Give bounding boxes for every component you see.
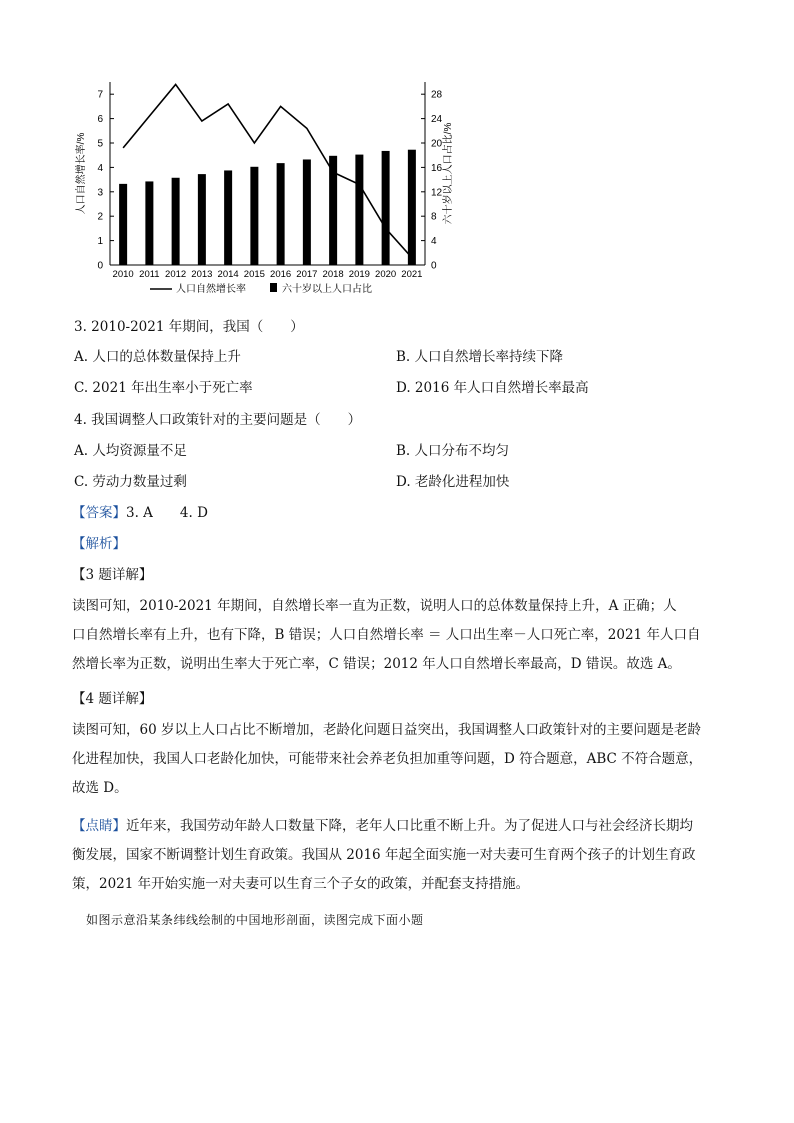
q3-option-a: A. 人口的总体数量保持上升 — [74, 349, 241, 365]
left-tick-label: 1 — [97, 236, 103, 248]
x-tick-label: 2020 — [375, 269, 397, 280]
q4-option-a: A. 人均资源量不足 — [74, 443, 187, 459]
bar — [408, 150, 416, 265]
right-tick-label: 28 — [431, 89, 443, 101]
x-tick-label: 2021 — [401, 269, 423, 280]
detail3-text — [72, 592, 722, 679]
left-tick-label: 5 — [97, 138, 103, 150]
bar — [224, 170, 232, 265]
bar — [355, 155, 363, 265]
bar — [277, 163, 285, 265]
left-tick-label: 6 — [97, 114, 103, 126]
natural-growth-line — [123, 84, 412, 257]
q3-option-d: D. 2016 年人口自然增长率最高 — [396, 380, 589, 396]
right-tick-label: 4 — [431, 236, 437, 248]
q3-stem: 3. 2010-2021 年期间，我国（ ） — [74, 319, 304, 335]
x-tick-label: 2019 — [348, 269, 370, 280]
detail4-line-2: 化进程加快，我国人口老龄化加快，可能带来社会养老负担加重等问题，D 符合题意，ABC 不符合题意， — [72, 751, 703, 767]
highlight-line-1: 【点睛】近年来，我国劳动年龄人口数量下降，老年人口比重不断上升。为了促进人口与社会经济长期均 — [72, 818, 693, 834]
left-axis-label: 人口自然增长率/% — [76, 132, 87, 215]
left-tick-label: 7 — [97, 89, 103, 101]
x-tick-label: 2010 — [112, 269, 134, 280]
highlight-line-3: 策，2021 年开始实施一对夫妻可以生育三个子女的政策，并配套支持措施。 — [72, 876, 530, 892]
left-tick-label: 4 — [97, 162, 103, 174]
right-axis-label: 六十岁以上人口占比/% — [443, 122, 454, 225]
q4-stem: 4. 我国调整人口政策针对的主要问题是（ ） — [74, 412, 362, 428]
x-tick-label: 2015 — [243, 269, 265, 280]
right-tick-label: 16 — [431, 162, 443, 174]
right-tick-label: 24 — [431, 114, 443, 126]
legend-line-label: 人口自然增长率 — [176, 284, 246, 295]
x-tick-label: 2014 — [217, 269, 239, 280]
q3-option-c: C. 2021 年出生率小于死亡率 — [74, 380, 253, 396]
detail3-label: 【3 题详解】 — [72, 567, 153, 583]
bar — [198, 174, 206, 265]
q4-option-c: C. 劳动力数量过剩 — [74, 474, 187, 490]
bar — [172, 178, 180, 265]
highlight-text — [72, 812, 722, 899]
detail4-line-1: 读图可知，60 岁以上人口占比不断增加，老龄化问题日益突出，我国调整人口政策针对的主要问题是老龄 — [72, 722, 701, 738]
x-tick-label: 2011 — [139, 269, 160, 280]
population-chart — [70, 70, 470, 302]
detail4-line-3: 故选 D。 — [72, 780, 128, 796]
q4-option-d: D. 老龄化进程加快 — [396, 474, 510, 490]
bar — [250, 167, 258, 265]
x-tick-label: 2016 — [270, 269, 292, 280]
legend-bar-swatch — [270, 283, 277, 292]
detail3-line-1: 读图可知，2010-2021 年期间，自然增长率一直为正数，说明人口的总体数量保持上升，A 正确；人 — [72, 598, 677, 614]
q3-option-b: B. 人口自然增长率持续下降 — [396, 349, 564, 365]
left-tick-label: 0 — [97, 260, 103, 272]
answer-line — [72, 504, 208, 522]
detail4-label: 【4 题详解】 — [72, 691, 153, 707]
bar — [145, 181, 153, 265]
bar — [303, 159, 311, 265]
bar — [382, 151, 390, 265]
x-tick-label: 2017 — [296, 269, 318, 280]
x-tick-label: 2012 — [165, 269, 187, 280]
answer-label: 【答案】 — [72, 505, 126, 521]
analysis-label: 【解析】 — [72, 536, 126, 552]
highlight-line-2: 衡发展，国家不断调整计划生育政策。我国从 2016 年起全面实施一对夫妻可生育两个孩子的计划生育政 — [72, 847, 696, 863]
x-tick-label: 2018 — [322, 269, 344, 280]
legend-bar-label: 六十岁以上人口占比 — [282, 284, 372, 295]
bar — [119, 184, 127, 265]
highlight-label: 【点睛】 — [72, 818, 126, 834]
left-tick-label: 3 — [97, 187, 103, 199]
q4-option-b: B. 人口分布不均匀 — [396, 443, 510, 459]
right-tick-label: 20 — [431, 138, 443, 150]
right-tick-label: 12 — [431, 187, 443, 199]
right-tick-label: 8 — [431, 211, 437, 223]
next-question-intro: 如图示意沿某条纬线绘制的中国地形剖面，读图完成下面小题 — [86, 913, 424, 927]
detail3-line-3: 然增长率为正数，说明出生率大于死亡率，C 错误；2012 年人口自然增长率最高，D 错误。故选 A。 — [72, 656, 681, 672]
left-tick-label: 2 — [97, 211, 103, 223]
answer-text: 3. A 4. D — [126, 505, 208, 521]
right-tick-label: 0 — [431, 260, 437, 272]
detail4-text — [72, 716, 722, 803]
x-tick-label: 2013 — [191, 269, 213, 280]
detail3-line-2: 口自然增长率有上升，也有下降，B 错误；人口自然增长率 ＝ 人口出生率－人口死亡率，2021 年人口自 — [72, 627, 701, 643]
